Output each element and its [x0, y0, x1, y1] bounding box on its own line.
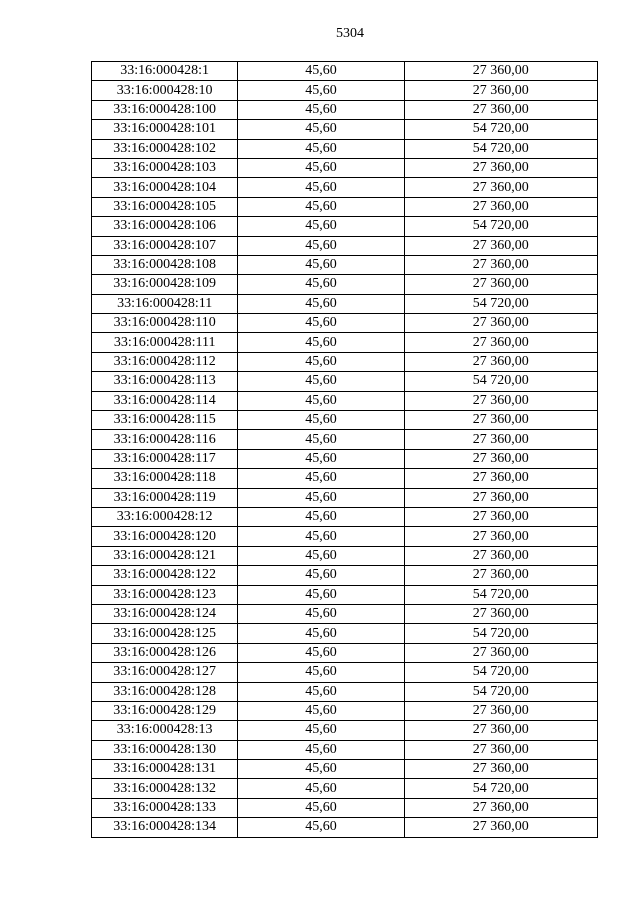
- value-cell: 27 360,00: [404, 721, 597, 740]
- value-cell: 27 360,00: [404, 488, 597, 507]
- table-body: [92, 62, 598, 838]
- cadastral-number-cell: 33:16:000428:13: [92, 721, 238, 740]
- cadastral-number-cell: 33:16:000428:129: [92, 701, 238, 720]
- area-cell: 45,60: [238, 139, 404, 158]
- value-cell: 27 360,00: [404, 158, 597, 177]
- area-cell: 45,60: [238, 158, 404, 177]
- area-cell: 45,60: [238, 197, 404, 216]
- cadastral-number-cell: 33:16:000428:103: [92, 158, 238, 177]
- value-cell: 27 360,00: [404, 236, 597, 255]
- cadastral-number-cell: 33:16:000428:113: [92, 372, 238, 391]
- table-row: [92, 488, 598, 507]
- area-cell: 45,60: [238, 275, 404, 294]
- area-cell: 45,60: [238, 100, 404, 119]
- table-row: [92, 740, 598, 759]
- table-row: [92, 62, 598, 81]
- cadastral-number-cell: 33:16:000428:127: [92, 663, 238, 682]
- table-row: [92, 818, 598, 837]
- cadastral-number-cell: 33:16:000428:130: [92, 740, 238, 759]
- table-row: [92, 352, 598, 371]
- cadastral-number-cell: 33:16:000428:109: [92, 275, 238, 294]
- value-cell: 54 720,00: [404, 139, 597, 158]
- value-cell: 54 720,00: [404, 585, 597, 604]
- table-row: [92, 566, 598, 585]
- value-cell: 27 360,00: [404, 411, 597, 430]
- cadastral-number-cell: 33:16:000428:126: [92, 643, 238, 662]
- area-cell: 45,60: [238, 178, 404, 197]
- cadastral-number-cell: 33:16:000428:101: [92, 120, 238, 139]
- cadastral-number-cell: 33:16:000428:116: [92, 430, 238, 449]
- page-number: 5304: [336, 26, 364, 41]
- table-row: [92, 779, 598, 798]
- area-cell: 45,60: [238, 604, 404, 623]
- table-row: [92, 469, 598, 488]
- area-cell: 45,60: [238, 643, 404, 662]
- area-cell: 45,60: [238, 585, 404, 604]
- value-cell: 27 360,00: [404, 197, 597, 216]
- area-cell: 45,60: [238, 682, 404, 701]
- value-cell: 27 360,00: [404, 100, 597, 119]
- area-cell: 45,60: [238, 566, 404, 585]
- cadastral-number-cell: 33:16:000428:119: [92, 488, 238, 507]
- table-row: [92, 449, 598, 468]
- table-row: [92, 81, 598, 100]
- value-cell: 27 360,00: [404, 604, 597, 623]
- table-row: [92, 158, 598, 177]
- area-cell: 45,60: [238, 120, 404, 139]
- table-row: [92, 507, 598, 526]
- value-cell: 27 360,00: [404, 566, 597, 585]
- value-cell: 27 360,00: [404, 178, 597, 197]
- area-cell: 45,60: [238, 294, 404, 313]
- value-cell: 27 360,00: [404, 507, 597, 526]
- area-cell: 45,60: [238, 624, 404, 643]
- cadastral-number-cell: 33:16:000428:11: [92, 294, 238, 313]
- area-cell: 45,60: [238, 391, 404, 410]
- area-cell: 45,60: [238, 818, 404, 837]
- value-cell: 27 360,00: [404, 352, 597, 371]
- value-cell: 54 720,00: [404, 779, 597, 798]
- table-row: [92, 798, 598, 817]
- value-cell: 27 360,00: [404, 701, 597, 720]
- area-cell: 45,60: [238, 236, 404, 255]
- value-cell: 27 360,00: [404, 255, 597, 274]
- area-cell: 45,60: [238, 527, 404, 546]
- area-cell: 45,60: [238, 507, 404, 526]
- area-cell: 45,60: [238, 62, 404, 81]
- value-cell: 27 360,00: [404, 469, 597, 488]
- cadastral-number-cell: 33:16:000428:107: [92, 236, 238, 255]
- area-cell: 45,60: [238, 372, 404, 391]
- value-cell: 27 360,00: [404, 314, 597, 333]
- table-row: [92, 411, 598, 430]
- value-cell: 27 360,00: [404, 818, 597, 837]
- table-row: [92, 120, 598, 139]
- area-cell: 45,60: [238, 721, 404, 740]
- table-row: [92, 721, 598, 740]
- table-row: [92, 391, 598, 410]
- cadastral-number-cell: 33:16:000428:1: [92, 62, 238, 81]
- value-cell: 27 360,00: [404, 643, 597, 662]
- table-row: [92, 546, 598, 565]
- cadastral-number-cell: 33:16:000428:100: [92, 100, 238, 119]
- table-row: [92, 585, 598, 604]
- value-cell: 27 360,00: [404, 449, 597, 468]
- cadastral-table: [91, 61, 598, 838]
- cadastral-number-cell: 33:16:000428:122: [92, 566, 238, 585]
- cadastral-number-cell: 33:16:000428:123: [92, 585, 238, 604]
- area-cell: 45,60: [238, 314, 404, 333]
- table-row: [92, 314, 598, 333]
- value-cell: 27 360,00: [404, 62, 597, 81]
- cadastral-number-cell: 33:16:000428:132: [92, 779, 238, 798]
- table-row: [92, 701, 598, 720]
- value-cell: 54 720,00: [404, 624, 597, 643]
- cadastral-number-cell: 33:16:000428:12: [92, 507, 238, 526]
- area-cell: 45,60: [238, 217, 404, 236]
- table-row: [92, 275, 598, 294]
- area-cell: 45,60: [238, 333, 404, 352]
- area-cell: 45,60: [238, 663, 404, 682]
- cadastral-number-cell: 33:16:000428:105: [92, 197, 238, 216]
- value-cell: 54 720,00: [404, 663, 597, 682]
- cadastral-number-cell: 33:16:000428:115: [92, 411, 238, 430]
- cadastral-number-cell: 33:16:000428:117: [92, 449, 238, 468]
- table-row: [92, 760, 598, 779]
- value-cell: 27 360,00: [404, 760, 597, 779]
- table-row: [92, 604, 598, 623]
- table-row: [92, 663, 598, 682]
- table-row: [92, 236, 598, 255]
- cadastral-number-cell: 33:16:000428:128: [92, 682, 238, 701]
- cadastral-number-cell: 33:16:000428:118: [92, 469, 238, 488]
- value-cell: 27 360,00: [404, 740, 597, 759]
- area-cell: 45,60: [238, 430, 404, 449]
- cadastral-number-cell: 33:16:000428:134: [92, 818, 238, 837]
- value-cell: 27 360,00: [404, 546, 597, 565]
- area-cell: 45,60: [238, 779, 404, 798]
- value-cell: 54 720,00: [404, 120, 597, 139]
- value-cell: 54 720,00: [404, 372, 597, 391]
- table-row: [92, 527, 598, 546]
- value-cell: 27 360,00: [404, 430, 597, 449]
- area-cell: 45,60: [238, 740, 404, 759]
- cadastral-number-cell: 33:16:000428:106: [92, 217, 238, 236]
- cadastral-number-cell: 33:16:000428:110: [92, 314, 238, 333]
- area-cell: 45,60: [238, 488, 404, 507]
- cadastral-number-cell: 33:16:000428:124: [92, 604, 238, 623]
- table-row: [92, 333, 598, 352]
- table-row: [92, 643, 598, 662]
- area-cell: 45,60: [238, 798, 404, 817]
- table-row: [92, 294, 598, 313]
- cadastral-number-cell: 33:16:000428:102: [92, 139, 238, 158]
- table-row: [92, 255, 598, 274]
- value-cell: 54 720,00: [404, 682, 597, 701]
- cadastral-number-cell: 33:16:000428:114: [92, 391, 238, 410]
- table-row: [92, 197, 598, 216]
- cadastral-number-cell: 33:16:000428:104: [92, 178, 238, 197]
- cadastral-number-cell: 33:16:000428:131: [92, 760, 238, 779]
- area-cell: 45,60: [238, 352, 404, 371]
- value-cell: 54 720,00: [404, 217, 597, 236]
- cadastral-number-cell: 33:16:000428:133: [92, 798, 238, 817]
- table-row: [92, 430, 598, 449]
- table-row: [92, 682, 598, 701]
- value-cell: 27 360,00: [404, 391, 597, 410]
- value-cell: 27 360,00: [404, 81, 597, 100]
- table-row: [92, 139, 598, 158]
- cadastral-number-cell: 33:16:000428:121: [92, 546, 238, 565]
- value-cell: 27 360,00: [404, 275, 597, 294]
- value-cell: 27 360,00: [404, 798, 597, 817]
- area-cell: 45,60: [238, 469, 404, 488]
- area-cell: 45,60: [238, 546, 404, 565]
- value-cell: 27 360,00: [404, 527, 597, 546]
- cadastral-number-cell: 33:16:000428:111: [92, 333, 238, 352]
- value-cell: 27 360,00: [404, 333, 597, 352]
- table-row: [92, 178, 598, 197]
- area-cell: 45,60: [238, 411, 404, 430]
- table-row: [92, 100, 598, 119]
- area-cell: 45,60: [238, 449, 404, 468]
- table-row: [92, 217, 598, 236]
- table-row: [92, 372, 598, 391]
- area-cell: 45,60: [238, 81, 404, 100]
- table-row: [92, 624, 598, 643]
- area-cell: 45,60: [238, 255, 404, 274]
- cadastral-number-cell: 33:16:000428:125: [92, 624, 238, 643]
- area-cell: 45,60: [238, 760, 404, 779]
- cadastral-number-cell: 33:16:000428:10: [92, 81, 238, 100]
- value-cell: 54 720,00: [404, 294, 597, 313]
- area-cell: 45,60: [238, 701, 404, 720]
- cadastral-number-cell: 33:16:000428:112: [92, 352, 238, 371]
- cadastral-number-cell: 33:16:000428:108: [92, 255, 238, 274]
- cadastral-number-cell: 33:16:000428:120: [92, 527, 238, 546]
